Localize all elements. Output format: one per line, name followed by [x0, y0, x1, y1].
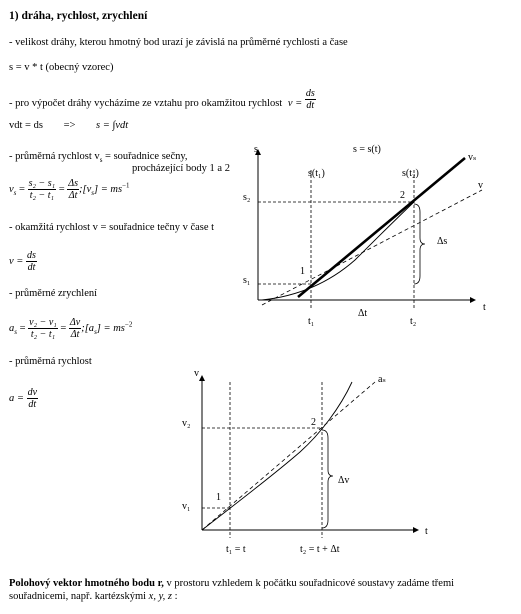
graph2-delta-v-brace — [322, 430, 333, 528]
as-eq: = — [19, 322, 26, 334]
graph1-t2-label: t₂ — [410, 316, 417, 327]
graph2-x-label: t — [425, 526, 428, 537]
vs-exponent: −1 — [122, 181, 130, 190]
graph1-t1-label: t₁ — [308, 316, 315, 327]
v-numerator: ds — [27, 250, 36, 261]
graph1-point2-label: 2 — [400, 190, 405, 201]
graph1-point1-label: 1 — [300, 266, 305, 277]
text-line-avg-velocity-points: procházející body 1 a 2 — [132, 163, 230, 174]
avg-velocity-text: - průměrná rychlost v — [9, 151, 100, 162]
as-units: ;[a — [81, 322, 95, 334]
graph1-v-label: v — [478, 180, 483, 191]
avg-velocity-sub: s — [99, 156, 103, 165]
vs-eq: = — [19, 183, 25, 195]
graph1-s-t2-label: s(t₂) — [402, 168, 419, 179]
text-line-avg-acceleration: - průměrné zrychlení — [9, 288, 98, 299]
as-numerator: v₂ − v₁ — [29, 317, 57, 328]
vs-denominator2: Δt — [68, 190, 78, 201]
as-units-sub: s — [94, 328, 97, 336]
footer-line2a: souřadnicemi, např. kartézskými — [9, 591, 149, 602]
v-denominator: dt — [27, 262, 36, 273]
graph1-curve — [262, 202, 414, 300]
as-lhs: a — [9, 322, 15, 334]
vs-eq2: = — [58, 183, 65, 195]
graph2 — [182, 368, 428, 555]
graph1-delta-s-label: Δs — [437, 236, 448, 247]
graph1-s2-label: s₂ — [243, 192, 251, 203]
graph2-point1-label: 1 — [216, 492, 221, 503]
graph2-y-label: v — [194, 368, 199, 379]
as-eq2: = — [60, 322, 67, 334]
graph1-tangent-line — [262, 190, 482, 305]
graph2-point2-label: 2 — [311, 417, 316, 428]
instant-velocity-text: - pro výpočet dráhy vycházíme ze vztahu pro okamžitou rychlost — [9, 97, 283, 109]
graph1-vs-label: vₛ — [468, 152, 477, 163]
vs-units-sub: s — [91, 189, 94, 197]
footer-rest: v prostoru vzhledem k počátku souřadnicové soustavy zadáme třemi — [163, 578, 455, 589]
graph1-y-label: s — [254, 144, 258, 155]
vs-lhs-sub: s — [13, 189, 17, 197]
section-title: 1) dráha, rychlost, zrychlení — [9, 10, 148, 22]
vs-units: ;[v — [79, 183, 92, 195]
fraction-denominator: dt — [306, 100, 315, 111]
footer-xyz: x, y, z — [148, 591, 172, 602]
as-units2: ] = ms — [96, 322, 125, 334]
graph1-title: s = s(t) — [353, 144, 381, 155]
v-lhs: v = — [9, 255, 24, 267]
text-line-path-dependence: - velikost dráhy, kterou hmotný bod urazí je závislá na průměrné rychlosti a čase — [9, 37, 348, 48]
fraction-numerator: ds — [305, 88, 315, 99]
text-line-instant-velocity-tangent: - okamžitá rychlost v = souřadnice tečny v čase t — [9, 222, 215, 233]
graph1-s-t1-label: s(t₁) — [308, 168, 325, 179]
text-line-general-formula: s = v * t (obecný vzorec) — [9, 62, 114, 73]
vs-units2: ] = ms — [93, 183, 123, 195]
graph2-t1-label: t₁ = t — [226, 544, 246, 555]
graph2-delta-v-label: Δv — [338, 475, 350, 486]
as-exponent: −2 — [124, 320, 133, 329]
graph1-x-label: t — [483, 302, 486, 313]
instant-velocity-lhs: v = — [287, 97, 303, 109]
as-denominator2: Δt — [70, 329, 80, 340]
graph1 — [243, 144, 486, 327]
graph1-delta-s-brace — [414, 204, 425, 284]
vs-numerator2: Δs — [68, 178, 78, 189]
graph2-v1-label: v₁ — [182, 501, 191, 512]
vs-denominator: t₂ − t₁ — [29, 190, 54, 201]
text-line-avg-velocity-2: - průměrná rychlost — [9, 356, 92, 367]
graph2-v2-label: v₂ — [182, 418, 191, 429]
a-lhs: a = — [9, 392, 24, 404]
as-lhs-sub: s — [14, 328, 17, 336]
footer-line2c: : — [172, 591, 178, 602]
footer-line-1 — [9, 578, 454, 590]
graph1-delta-t-label: Δt — [358, 308, 368, 319]
as-numerator2: Δv — [69, 317, 81, 328]
graph2-t2-label: t₂ = t + Δt — [300, 544, 340, 555]
vs-lhs: v — [9, 183, 14, 195]
graph2-as-label: aₛ — [378, 374, 386, 385]
graph1-s1-label: s₁ — [243, 275, 251, 286]
as-denominator: t₂ − t₁ — [30, 329, 56, 340]
a-denominator: dt — [28, 399, 37, 410]
a-numerator: dv — [27, 387, 38, 398]
integral-formula: s = ∫vdt — [96, 120, 129, 131]
avg-velocity-text2: = souřadnice sečny, — [102, 151, 188, 162]
implies-arrow: => — [63, 120, 76, 131]
footer-bold: Polohový vektor hmotného bodu r, — [9, 578, 164, 589]
vs-numerator: s₂ − s₁ — [28, 178, 56, 189]
vdt-ds: vdt = ds — [9, 120, 43, 131]
footer-line-2 — [9, 591, 178, 603]
